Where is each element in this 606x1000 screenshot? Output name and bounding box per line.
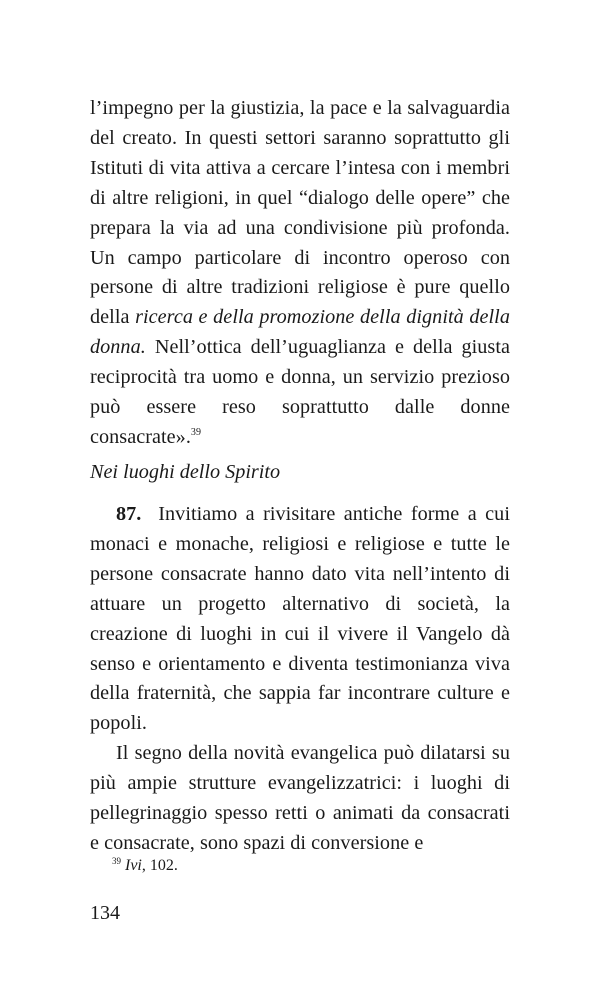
footnote-page: , 102. [141,857,178,874]
footnote-reference: 39 [190,426,202,438]
book-page [90,0,510,1000]
footnote-number: 39 [112,856,121,866]
section-heading: Nei luoghi dello Spirito [90,461,281,483]
paragraph-text-end: Nell’ottica dell’uguaglianza e della giusta reciprocità tra uomo e donna, un servizio prezioso può essere reso soprattutto dalle donne consacrate». [90,336,510,448]
footnote-source: Ivi [125,857,142,874]
page-number: 134 [90,902,120,924]
numbered-paragraph [90,500,510,859]
paragraph-text: Invitiamo a rivisitare antiche forme a cui monaci e monache, religiosi e religiose e tutte le persone consacrate hanno dato vita nell’intento di attuare un progetto alternativo di società, la creazione di luoghi in cui il vivere il Vangelo dà senso e orientamento e diventa testimonianza viva della fraternità, che sappia far incontrare culture e popoli. [90,503,510,735]
paragraph-number: 87. [116,503,142,525]
next-paragraph: Il segno della novità evangelica può dilatarsi su più ampie strutture evangelizzatrici: i luoghi di pellegrinaggio spesso retti o animati da consacrati e consacrate, sono spazi di conversione e [90,742,510,854]
paragraph-text: l’impegno per la giustizia, la pace e la salvaguardia del creato. In questi settori saranno soprattutto gli Istituti di vita attiva a cercare l’intesa con i membri di altre religioni, in quel “dialogo delle opere” che prepara la via ad una condivisione più profonda. Un campo particolare di incontro operoso con persone di altre tradizioni religiose è pure quello della [90,97,510,329]
emphasized-text: ricerca e della promozione della dignità della donna. [90,306,510,359]
body-paragraph [90,94,510,453]
footnote [112,850,178,877]
